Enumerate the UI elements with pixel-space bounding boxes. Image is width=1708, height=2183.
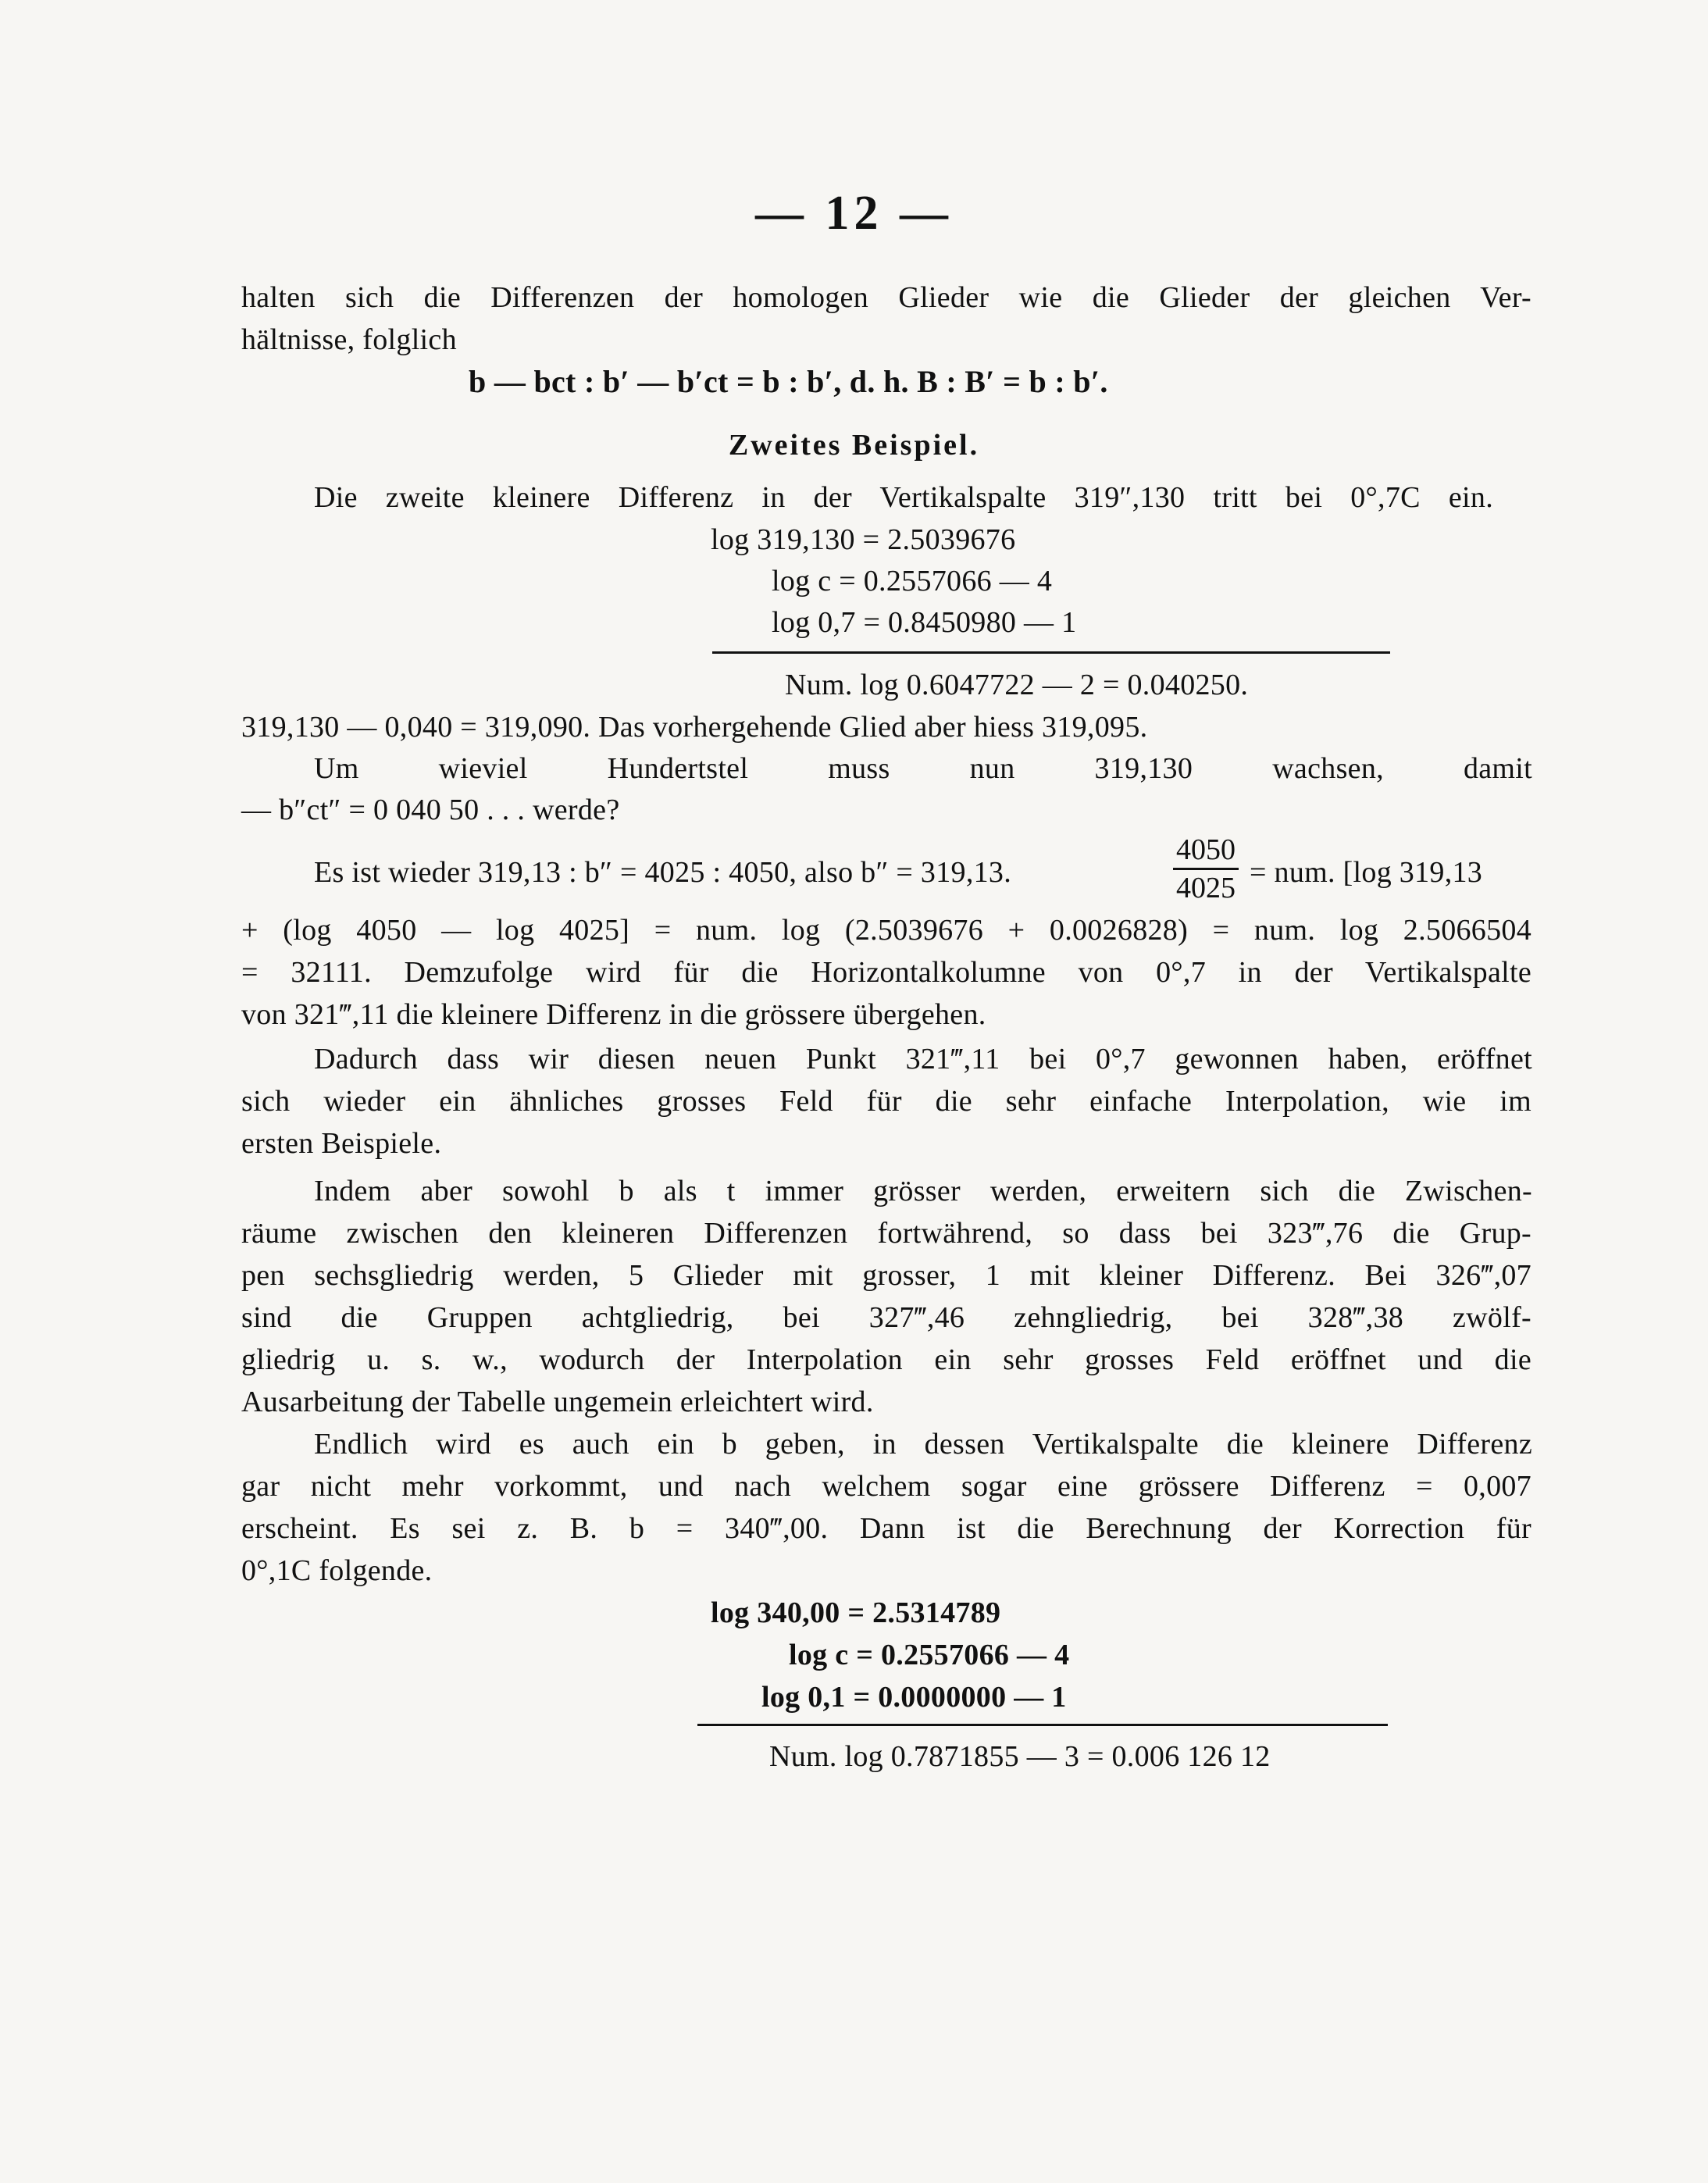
text-line: räume zwischen den kleineren Differenzen fortwährend, so dass bei 323‴,76 die Grup-: [241, 1217, 1531, 1250]
calc-row: log c = 0.2557066 — 4: [789, 1639, 1070, 1671]
text-line: + (log 4050 — log 4025] = num. log (2.5039676 + 0.0026828) = num. log 2.5066504: [241, 914, 1531, 947]
text-line: 0°,1C folgende.: [241, 1554, 433, 1587]
fraction: [1173, 833, 1239, 904]
formula: b — bct : b′ — b′ct = b : b′, d. h. B : B′ = b : b′.: [469, 364, 1108, 399]
fraction-numerator: 4050: [1176, 833, 1236, 866]
text-line: Endlich wird es auch ein b geben, in dessen Vertikalspalte die kleinere Differenz: [314, 1428, 1532, 1461]
text-line: Indem aber sowohl b als t immer grösser werden, erweitern sich die Zwischen-: [314, 1175, 1532, 1207]
text-line: Es ist wieder 319,13 : b″ = 4025 : 4050, also b″ = 319,13.: [314, 856, 1012, 889]
text-line: — b″ct″ = 0 040 50 . . . werde?: [241, 794, 620, 826]
text-line: ersten Beispiele.: [241, 1127, 442, 1160]
calc-row: log 319,130 = 2.5039676: [711, 523, 1016, 556]
text-line: Dadurch dass wir diesen neuen Punkt 321‴,11 bei 0°,7 gewonnen haben, eröffnet: [314, 1043, 1532, 1075]
text-line: Ausarbeitung der Tabelle ungemein erleichtert wird.: [241, 1386, 874, 1418]
text-line: von 321‴,11 die kleinere Differenz in die grössere übergehen.: [241, 998, 986, 1031]
fraction-bar: [1173, 868, 1239, 870]
text-line: hältnisse, folglich: [241, 323, 457, 356]
calc-row: log 0,1 = 0.0000000 — 1: [761, 1681, 1067, 1714]
text-line: erscheint. Es sei z. B. b = 340‴,00. Dann ist die Berechnung der Korrection für: [241, 1512, 1531, 1545]
sum-rule: [712, 651, 1390, 654]
text-line: = num. [log 319,13: [1250, 856, 1483, 889]
fraction-denominator: 4025: [1176, 872, 1236, 904]
text-line: 319,130 — 0,040 = 319,090. Das vorhergehende Glied aber hiess 319,095.: [241, 711, 1148, 744]
calc-result: Num. log 0.7871855 — 3 = 0.006 126 12: [769, 1740, 1271, 1773]
text-line: Um wieviel Hundertstel muss nun 319,130 wachsen, damit: [314, 752, 1532, 785]
section-heading: Zweites Beispiel.: [728, 429, 980, 462]
calc-result: Num. log 0.6047722 — 2 = 0.040250.: [785, 669, 1249, 701]
calc-row: log c = 0.2557066 — 4: [772, 565, 1053, 597]
sum-rule: [697, 1724, 1388, 1726]
calc-row: log 0,7 = 0.8450980 — 1: [772, 606, 1077, 639]
text-line: = 32111. Demzufolge wird für die Horizontalkolumne von 0°,7 in der Vertikalspalte: [241, 956, 1531, 989]
text-line: sind die Gruppen achtgliedrig, bei 327‴,46 zehngliedrig, bei 328‴,38 zwölf-: [241, 1301, 1531, 1334]
page-number: — 12 —: [755, 187, 953, 240]
text-line: Die zweite kleinere Differenz in der Vertikalspalte 319″,130 tritt bei 0°,7C ein.: [314, 481, 1493, 514]
text-line: pen sechsgliedrig werden, 5 Glieder mit grosser, 1 mit kleiner Differenz. Bei 326‴,07: [241, 1259, 1531, 1292]
calc-row: log 340,00 = 2.5314789: [711, 1596, 1001, 1629]
text-line: halten sich die Differenzen der homologen Glieder wie die Glieder der gleichen Ver-: [241, 281, 1531, 314]
text-line: gliedrig u. s. w., wodurch der Interpolation ein sehr grosses Feld eröffnet und die: [241, 1343, 1531, 1376]
text-line: sich wieder ein ähnliches grosses Feld für die sehr einfache Interpolation, wie im: [241, 1085, 1531, 1118]
text-line: gar nicht mehr vorkommt, und nach welchem sogar eine grössere Differenz = 0,007: [241, 1470, 1531, 1503]
